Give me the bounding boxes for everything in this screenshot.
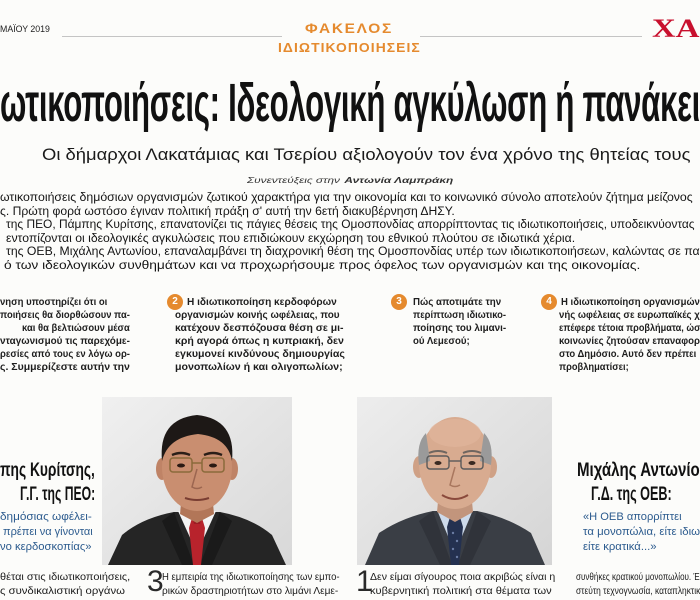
answer-line: Δεν είμαι σίγουρος ποια ακριβώς είναι η (370, 571, 556, 583)
answer-drop-cap: 3 (147, 565, 164, 598)
answer-drop-cap: 1 (356, 565, 373, 598)
byline (247, 177, 453, 185)
issue-date: ΜΑΪΟΥ 2019 (0, 24, 50, 35)
interviewee-role: Γ.Γ. της ΠΕΟ: (20, 484, 96, 505)
answer-line: κυβερνητική πολιτική στα θέματα των (370, 585, 552, 597)
answer-line: στεύτη τεχνογνωσία, καταπληκτικ (576, 585, 700, 597)
answer-line: ρικών δραστηριοτήτων στο λιμάνι Λεμε- (162, 585, 339, 597)
answer-line: Η εμπειρία της ιδιωτικοποίησης των εμπο- (162, 571, 340, 583)
newspaper-logo: ΧΑ (652, 14, 700, 43)
question-1-line: ποιήσεις θα διορθώσουν πα- (0, 309, 130, 321)
question-2-line: εγκυμονεί κινδύνους δημιουργίας (175, 348, 345, 360)
question-1-line: ρεσίες από τους εν λόγω ορ- (0, 348, 130, 360)
question-2-line: κρή αγορά όπως η κυπριακή, δεν (175, 335, 344, 347)
question-4-line: νής ωφέλειας σε ευρωπαϊκές χ (559, 309, 700, 321)
intro-line: ς. Πρώτη φορά ωστόσο έγιναν πολιτική πράξη σ' αυτή την 6ετή διακυβέρνηση ΔΗΣΥ. (0, 205, 455, 218)
question-number-badge: 4 (541, 294, 557, 310)
section-label: ΦΑΚΕΛΟΣ (305, 21, 393, 36)
question-number-badge: 2 (167, 294, 183, 310)
intro-line: της ΠΕΟ, Πάμπης Κυρίτσης, επανατονίζει τις πάγιες θέσεις της Ομοσπονδίας απορρίπτοντας τις ιδιωτικοποιήσεις, υποδεικνύοντας (6, 219, 695, 231)
question-1-line: ς. Συμμερίζεστε αυτήν την (0, 361, 130, 373)
intro-line: εντοπίζονται οι ιδεολογικές αγκυλώσεις που επιδιώκουν εκχώρηση του εθνικού πλούτου σε ιδιωτικά χέρια. (6, 232, 576, 245)
question-1-line: και θα βελτιώσουν μέσα (22, 322, 130, 334)
question-4-line: κοινωνίες ζητούσαν επαναφορ (559, 335, 700, 347)
answer-line: θέται στις ιδιωτικοποιήσεις, (0, 571, 131, 583)
question-4-line: στο Δημόσιο. Αυτό δεν πρέπει (559, 348, 697, 360)
pull-quote-line: νο κερδοσκοπίας» (0, 541, 92, 553)
intro-line: ωτικοποιήσεις δημόσιων οργανισμών ζωτικού χαρακτήρα για την οικονομία και το κοινωνικό σύνολο αποτελούν ζήτημα μείζονος (0, 192, 693, 204)
question-2-line: κατέχουν δεσπόζουσα θέση σε μι- (175, 322, 344, 334)
section-title: ΙΔΙΩΤΙΚΟΠΟΙΗΣΕΙΣ (278, 40, 421, 55)
interviewee-name: πης Κυρίτσης, (0, 460, 95, 481)
pull-quote-line: δημόσιας ωφέλει- (0, 511, 92, 523)
portrait-kyritsis-image (102, 397, 292, 565)
question-3-line: ποίησης του λιμανι- (413, 322, 507, 334)
pull-quote-line: πρέπει να γίνονται (3, 526, 93, 538)
question-4-line: Η ιδιωτικοποίηση οργανισμών (561, 296, 700, 308)
question-3-line: ού Λεμεσού; (413, 335, 470, 347)
question-2-line: μονοπωλίων ή και ολιγοπωλίων; (175, 361, 343, 373)
header-rule-right (420, 36, 642, 37)
headline: ωτικοποιήσεις: Ιδεολογική αγκύλωση ή πανάκει (0, 73, 700, 133)
header-rule-left (62, 36, 282, 37)
question-1-line: νηση υποστηρίζει ότι οι (0, 296, 108, 308)
subheadline: Οι δήμαρχοι Λακατάμιας και Τσερίου αξιολογούν τον ένα χρόνο της θητείας τους (42, 145, 691, 164)
interviewee-role: Γ.Δ. της ΟΕΒ: (591, 484, 672, 505)
question-4-line: προβληματίσει; (559, 361, 629, 373)
question-4-line: επέφερε τέτοια προβλήματα, ώσ (559, 322, 700, 334)
byline-prefix: Συνεντεύξεις στην (247, 176, 340, 185)
interviewee-name: Μιχάλης Αντωνίο (577, 460, 700, 481)
portrait-kyritsis-photo (102, 397, 292, 565)
answer-line: ς συνδικαλιστική οργάνω (0, 585, 125, 597)
portrait-antoniou-image (357, 397, 552, 565)
pull-quote-line: τα μονοπώλια, είτε ιδιω (583, 526, 700, 538)
pull-quote-line: «Η ΟΕΒ απορρίπτει (583, 511, 682, 523)
intro-line: της ΟΕΒ, Μιχάλης Αντωνίου, επαναλαμβάνει τη διαχρονική θέση της Ομοσπονδίας υπέρ των ιδιωτικοποιήσεων, καλώντας σε πα (6, 246, 700, 258)
question-2-line: οργανισμών κοινής ωφέλειας, που (175, 309, 340, 321)
pull-quote-line: είτε κρατικά...» (583, 541, 657, 553)
question-1-line: νταγωνισμού τις παρεχόμε- (0, 335, 130, 347)
portrait-antoniou-photo (357, 397, 552, 565)
question-number-badge: 3 (391, 294, 407, 310)
question-2-line: Η ιδιωτικοποίηση κερδοφόρων (187, 296, 337, 308)
answer-line: συνθήκες κρατικού μονοπωλίου. Έ (576, 571, 700, 583)
question-3-line: Πώς αποτιμάτε την (413, 296, 502, 308)
question-3-line: περίπτωση ιδιωτικο- (413, 309, 507, 321)
intro-line: ό των ιδεολογικών συνθημάτων και να προχωρήσουμε προς όφελος των οργανισμών και της οικονομίας. (4, 259, 641, 272)
byline-author: Αντωνία Λαμπράκη (344, 176, 454, 185)
